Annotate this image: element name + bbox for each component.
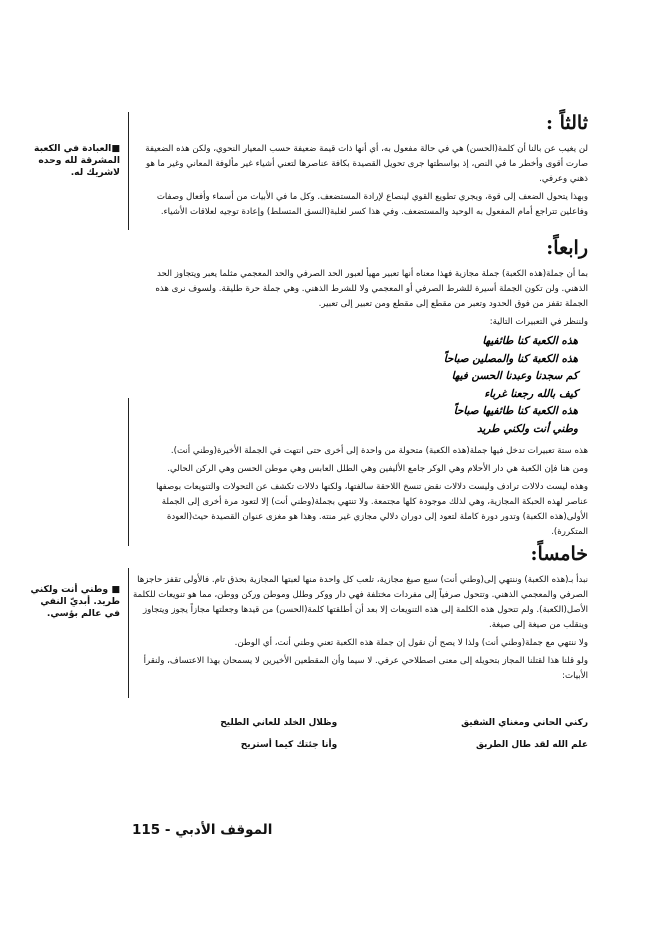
poem-hemistich: علم الله لقد طال الطريق bbox=[475, 740, 588, 750]
paragraph: لن يغيب عن بالنا أن كلمة(الحسن) هي في حالة مفعول به، أي أنها ذات قيمة ضعيفة حسب المعيار النحوي، ولكن هذه الضعيفة صارت أقوى وأخطر ما في النص، إذ بواسطتها جرى تحويل القصيدة بكافة عناصرها لتعني أشياء غير مألوفة المعاني وغير ما هو ذهني وعرفي. bbox=[145, 144, 588, 184]
paragraph: وبهذا يتحول الضعف إلى قوة، ويجري تطويع القوي لينصاع لإرادة المستضعف. وكل ما في الأبيات من أسماء وأفعال وصفات وفاعلين تتراجع أمام المفعول به الوحيد والمستضعف. وفي هذا كسر لغلبة(النسق المتسلط) وإعادة توجيه لعلاقات الأشياء. bbox=[156, 192, 588, 217]
verse-line: هذه الكعبة كنا طائفيها صباحاً bbox=[453, 405, 578, 417]
poem-row bbox=[132, 712, 588, 734]
poem-hemistich: ركني الحاني ومغناي الشفيق bbox=[461, 718, 588, 728]
section-third bbox=[132, 112, 588, 223]
margin-rule-2 bbox=[128, 398, 129, 546]
section-fifth bbox=[132, 543, 588, 687]
paragraph: ولننظر في التعبيرات التالية: bbox=[489, 317, 588, 327]
verse-line: كم سجدنا وعبدنا الحسن فيها bbox=[451, 370, 578, 382]
verse-list bbox=[132, 333, 578, 438]
paragraph: وهذه ليست دلالات ترادف وليست دلالات نقض تنسخ اللاحقة سالفتها، ولكنها دلالات تكشف عن التحولات والتنويعات بوصفها عناصر لهذه الحبكة المجازية، وهي لذلك موجودة كلها مجتمعة. ولا تنتهي بجملة(وطني أنت) إلا لتعود مرة أخرى إلى الجملة الأولى(هذه الكعبة) وتدور دورة كاملة لتعود إلى دوران دلالي مجازي غير منته. وهذا هو مغزى عنوان القصيدة حيث(العودة المتكررة). bbox=[156, 482, 588, 537]
section-fourth bbox=[132, 237, 588, 543]
margin-rule-3 bbox=[128, 568, 129, 698]
verse-line: وطني أنت ولكني طريد bbox=[476, 422, 578, 435]
paragraph: ولا ننتهي مع جملة(وطني أنت) ولذا لا يصح أن نقول إن جملة هذه الكعبة تعني وطني أنت، أي الوطن. bbox=[234, 638, 588, 648]
section-heading-fourth: رابعاً: bbox=[546, 237, 588, 259]
poem-row bbox=[132, 734, 588, 756]
paragraph: ومن هنا فإن الكعبة هي دار الأحلام وهي الوكر جامع الأليفين وهي الطلل العابس وهي موطن الحسن وهي الركن الحالي. bbox=[167, 464, 588, 474]
paragraph: بما أن جملة(هذه الكعبة) جملة مجازية فهذا معناه أنها تعبير مهيأ لعبور الحد الصرفي والحد المعجمي مثلما يعبر ويتجاوز الحد الذهني. ولن تكون الجملة أسيرة للشرط الصرفي أو المعجمي ولا للشرط الذهني. وهي جملة حرة طليقة. ولسوف نرى هذه الجملة تقفز من فوق الحدود وتعبر من مقطع إلى مقطع ومن تعبير إلى تعبير. bbox=[155, 269, 588, 309]
poem-hemistich: وأنا جئتك كيما أستريح bbox=[240, 740, 338, 750]
verse-line: هذه الكعبة كنا طائفيها bbox=[482, 335, 578, 347]
paragraph: هذه ستة تعبيرات تدخل فيها جملة(هذه الكعبة) متحولة من واحدة إلى أخرى حتى انتهت في الجملة الأخيرة(وطني أنت). bbox=[170, 446, 588, 456]
poem-couplets bbox=[132, 712, 588, 756]
verse-line: كيف بالله رجعنا غرباء bbox=[484, 387, 578, 400]
margin-rule-1 bbox=[128, 112, 129, 230]
page-footer: الموقف الأدبي - 115 bbox=[132, 822, 273, 838]
poem-hemistich: وظلال الخلد للعاني الطليح bbox=[220, 718, 338, 728]
section-heading-third: ثالثاً : bbox=[545, 112, 588, 134]
section-heading-fifth: خامساً: bbox=[530, 543, 588, 565]
paragraph: نبدأ بـ(هذه الكعبة) وننتهي إلى(وطني أنت) سبع صيغ مجازية، تلعب كل واحدة منها لعبتها المجازية بحذق تام. فالأولى تقفز حاجزها الصرفي والمعجمي الذهني. وتتحول صرفياً إلى مفردات مختلفة فهي دار ووكر وطلل وموطن وركن ووطن، مما هو تنويعات للكلمة الأصل(الكعبة). ولم تتحول هذه الكلمة إلى هذه التنويعات إلا بعد أن أطلقتها كلمة(الحسن) من قيدها وجعلتها مجازاً يجوز ويتجاوز وينقلب من صيغة إلى صيغة. bbox=[132, 575, 588, 630]
sidebar-note-1: ■العبادة في الكعبة المشرقة لله وحده لاشريك له. bbox=[34, 143, 120, 178]
paragraph: ولو قلنا هذا لقتلنا المجاز بتحويله إلى معنى اصطلاحي عرفي. لا سيما وأن المقطعين الأخيرين لا يسمحان بهذا الاعتساف، ولنقرأ الأبيات: bbox=[143, 656, 588, 681]
verse-line: هذه الكعبة كنا والمصلين صباحاً bbox=[443, 352, 578, 365]
sidebar-note-2: ■ وطني أنت ولكني طريد. أبديّ النفي في عالم بؤسي. bbox=[30, 584, 120, 619]
